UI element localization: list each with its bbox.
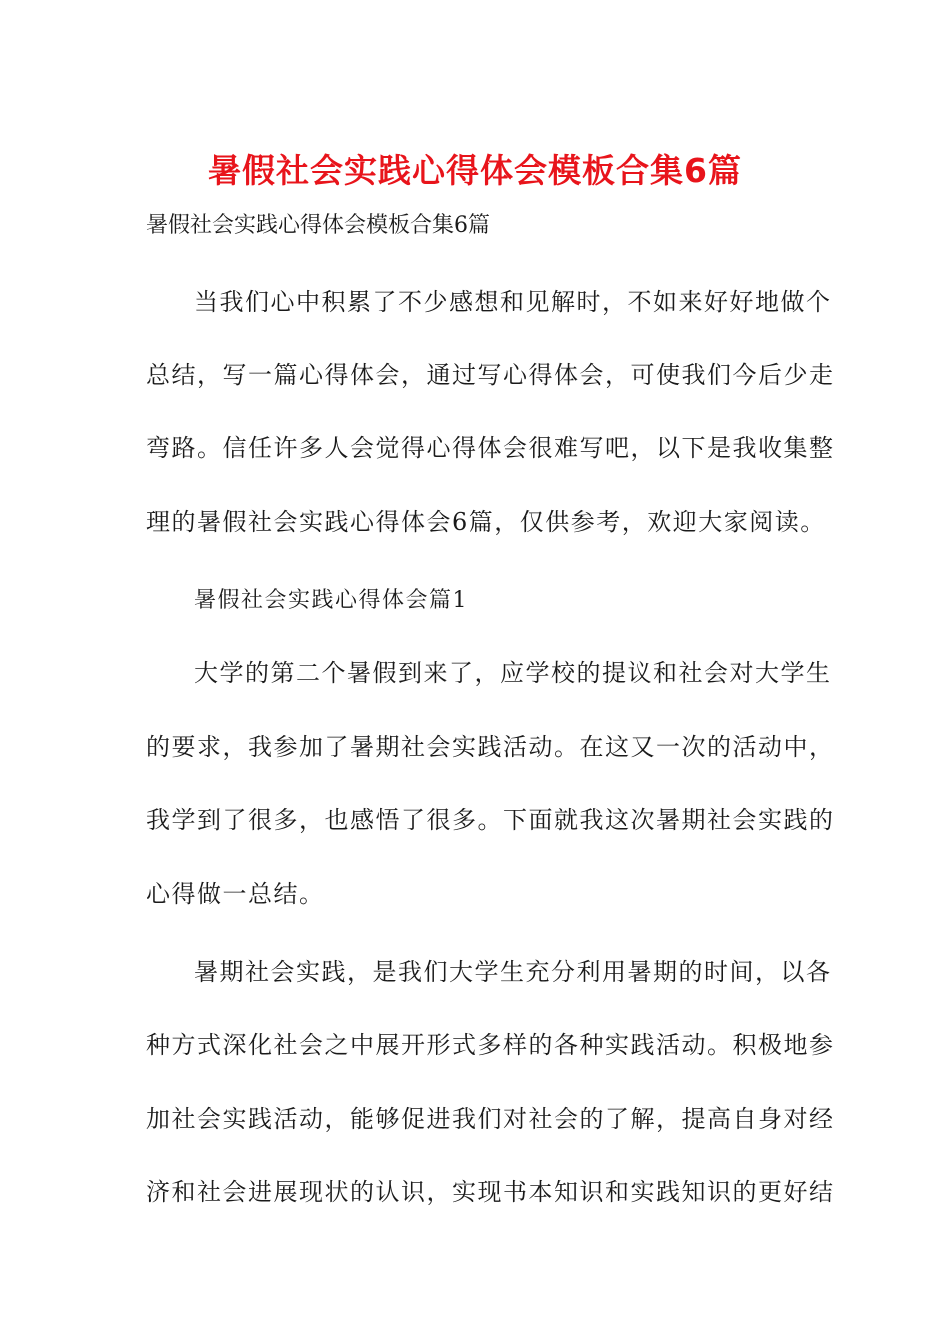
- body-line: 弯路。信任许多人会觉得心得体会很难写吧，以下是我收集整: [146, 434, 835, 462]
- body-line: 的要求，我参加了暑期社会实践活动。在这又一次的活动中，: [146, 733, 835, 761]
- body-line: 济和社会进展现状的认识，实现书本知识和实践知识的更好结: [146, 1178, 835, 1206]
- body-line: 心得做一总结。: [146, 880, 325, 908]
- body-line: 大学的第二个暑假到来了，应学校的提议和社会对大学生: [194, 659, 832, 687]
- body-line: 总结，写一篇心得体会，通过写心得体会，可使我们今后少走: [146, 361, 835, 389]
- document-title: 暑假社会实践心得体会模板合集6篇: [208, 151, 742, 190]
- body-line: 理的暑假社会实践心得体会6篇，仅供参考，欢迎大家阅读。: [146, 508, 826, 536]
- body-line: 当我们心中积累了不少感想和见解时，不如来好好地做个: [194, 288, 832, 316]
- body-line: 加社会实践活动，能够促进我们对社会的了解，提高自身对经: [146, 1105, 835, 1133]
- section-heading: 暑假社会实践心得体会篇1: [194, 588, 468, 613]
- document-subtitle: 暑假社会实践心得体会模板合集6篇: [146, 213, 490, 238]
- body-line: 暑期社会实践，是我们大学生充分利用暑期的时间，以各: [194, 958, 832, 986]
- body-line: 种方式深化社会之中展开形式多样的各种实践活动。积极地参: [146, 1031, 835, 1059]
- body-line: 我学到了很多，也感悟了很多。下面就我这次暑期社会实践的: [146, 806, 835, 834]
